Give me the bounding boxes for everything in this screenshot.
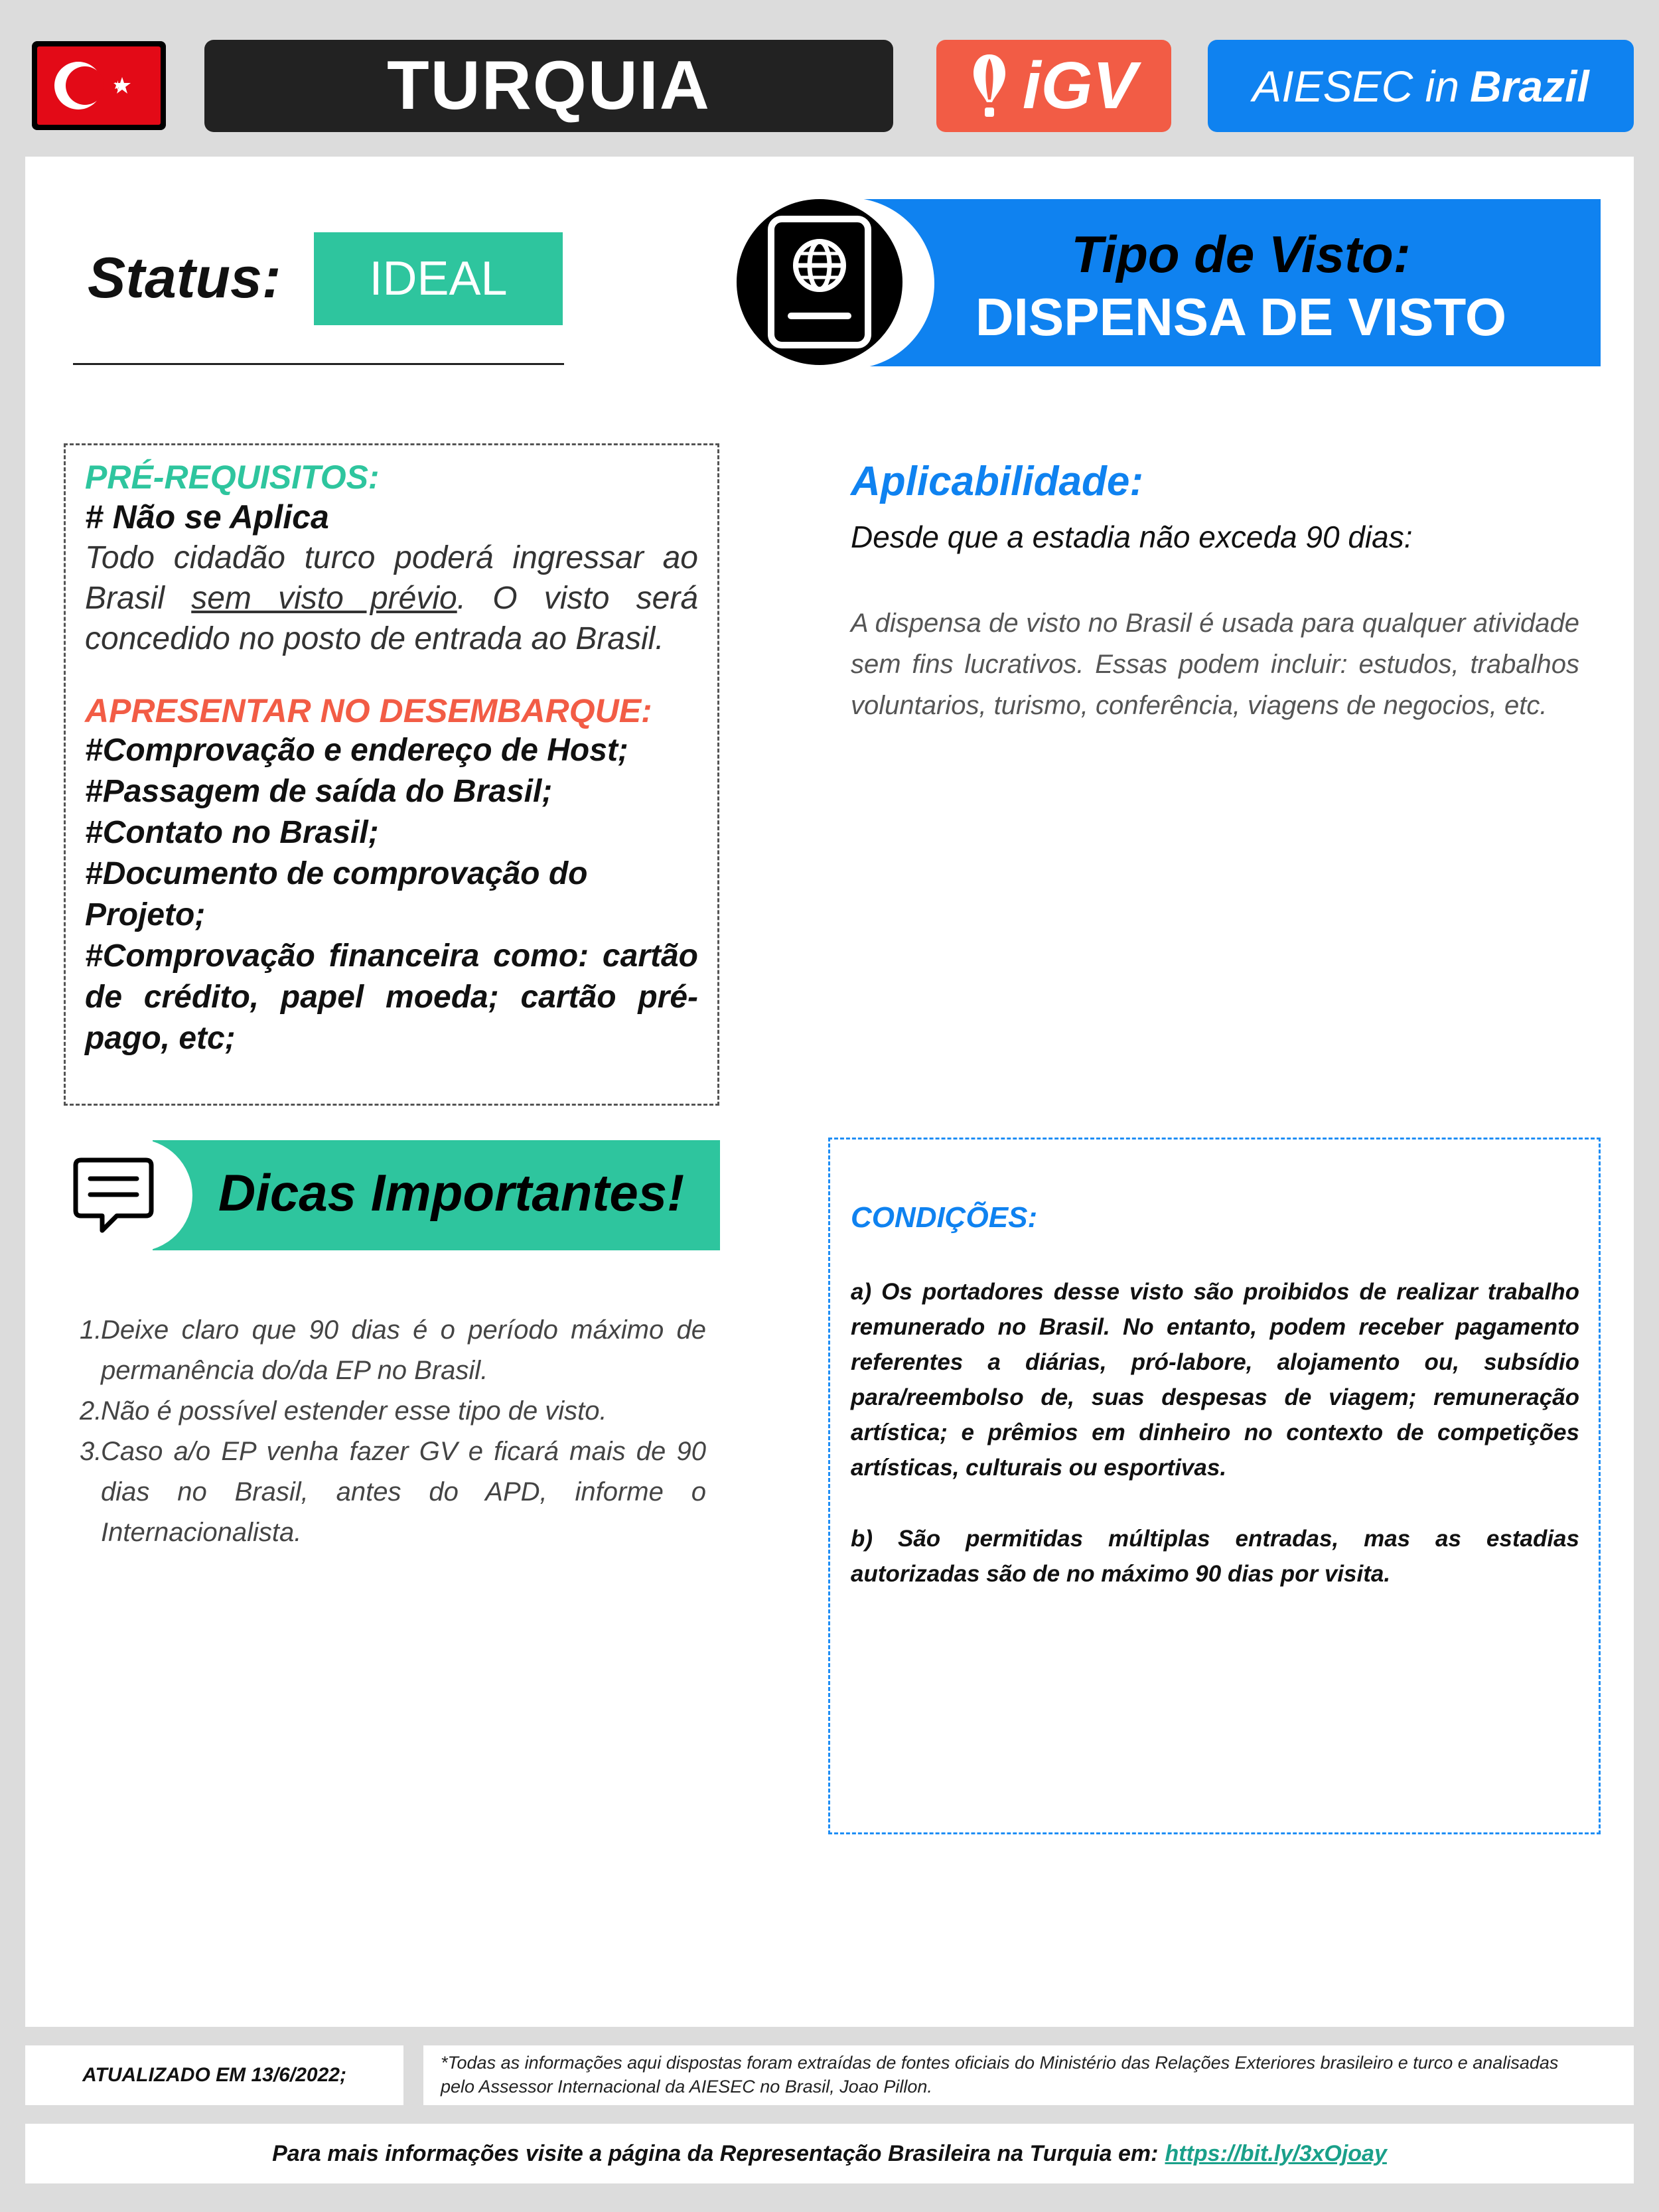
chat-bubble-icon <box>70 1155 157 1240</box>
list-item: #Passagem de saída do Brasil; <box>85 774 553 809</box>
more-info-link[interactable]: https://bit.ly/3xOjoay <box>1165 2140 1387 2166</box>
aiesec-logo <box>1208 40 1634 132</box>
updated-date: ATUALIZADO EM 13/6/2022; <box>25 2045 403 2105</box>
list-number: 2. <box>80 1396 102 1426</box>
list-item <box>80 1391 706 1432</box>
condition-a: a) Os portadores desse visto são proibidos de realizar trabalho remunerado no Brasil. No entanto, podem receber pagamento referentes a diárias, pró-labore, alojamento ou, subsídio para/reembolso de, suas despesas de viagem; remuneração artística; e prêmios em dinheiro no contexto de competições artísticas, culturais ou esportivas. <box>851 1279 1579 1481</box>
list-item: #Contato no Brasil; <box>85 815 379 850</box>
passport-icon <box>737 199 902 365</box>
landing-list <box>85 730 698 1059</box>
list-number: 1. <box>80 1315 102 1345</box>
applicability-subtitle: Desde que a estadia não exceda 90 dias: <box>851 520 1413 554</box>
country-title: TURQUIA <box>204 40 893 132</box>
prerequisites-item: # Não se Aplica <box>85 498 329 536</box>
applicability-heading: Aplicabilidade: <box>851 459 1143 504</box>
org-country: Brazil <box>1470 61 1589 111</box>
prerequisites-text <box>85 538 698 659</box>
divider <box>73 363 564 365</box>
list-item <box>80 1432 706 1553</box>
list-number: 3. <box>80 1437 102 1466</box>
tips-list <box>80 1310 706 1553</box>
list-item: #Comprovação financeira como: cartão de crédito, papel moeda; cartão pré-pago, etc; <box>85 938 698 1056</box>
turkey-flag-icon <box>32 41 166 130</box>
conditions-box <box>828 1138 1601 1834</box>
list-item: #Documento de comprovação do Projeto; <box>85 856 588 932</box>
conditions-heading: CONDIÇÕES: <box>851 1201 1038 1234</box>
list-text: Caso a/o EP venha fazer GV e ficará mais de 90 dias no Brasil, antes do APD, informe o Internacionalista. <box>101 1437 706 1547</box>
more-info-text: Para mais informações visite a página da Representação Brasileira na Turquia em: <box>272 2140 1159 2166</box>
prerequisites-heading: PRÉ-REQUISITOS: <box>85 459 380 496</box>
source-note: *Todas as informações aqui dispostas foram extraídas de fontes oficiais do Ministério das Relações Exteriores brasileiro e turco e analisadas pelo Assessor Internacional da AIESEC no Brasil, Joao Pillon. <box>441 2053 1559 2097</box>
tips-title: Dicas Importantes! <box>218 1163 685 1222</box>
landing-heading: APRESENTAR NO DESEMBARQUE: <box>85 692 652 729</box>
list-text: Deixe claro que 90 dias é o período máximo de permanência do/da EP no Brasil. <box>101 1315 706 1385</box>
more-info <box>25 2124 1634 2183</box>
prerequisites-text-underlined: sem visto prévio <box>191 581 457 616</box>
status-label: Status: <box>88 246 281 310</box>
visa-type-value: DISPENSA DE VISTO <box>975 287 1507 346</box>
list-item: #Comprovação e endereço de Host; <box>85 733 628 768</box>
applicability-text: A dispensa de visto no Brasil é usada para qualquer atividade sem fins lucrativos. Essas podem incluir: estudos, trabalhos voluntarios, turismo, conferência, viagens de negocios, etc. <box>851 609 1579 720</box>
list-text: Não é possível estender esse tipo de visto. <box>101 1396 607 1426</box>
program-label: iGV <box>1022 48 1137 123</box>
balloon-icon <box>971 52 1008 121</box>
visa-type-label: Tipo de Visto: <box>1071 225 1411 283</box>
status-badge: IDEAL <box>314 232 563 325</box>
igv-logo <box>936 40 1171 132</box>
prerequisites-text-part: . O visto será concedido no posto de entrada ao Brasil. <box>85 581 699 656</box>
org-prefix: AIESEC in <box>1252 61 1460 111</box>
condition-b: b) São permitidas múltiplas entradas, mas as estadias autorizadas são de no máximo 90 dias por visita. <box>851 1526 1579 1587</box>
prerequisites-text-part: Todo cidadão turco poderá ingressar ao Brasil <box>85 540 698 616</box>
list-item <box>80 1310 706 1391</box>
